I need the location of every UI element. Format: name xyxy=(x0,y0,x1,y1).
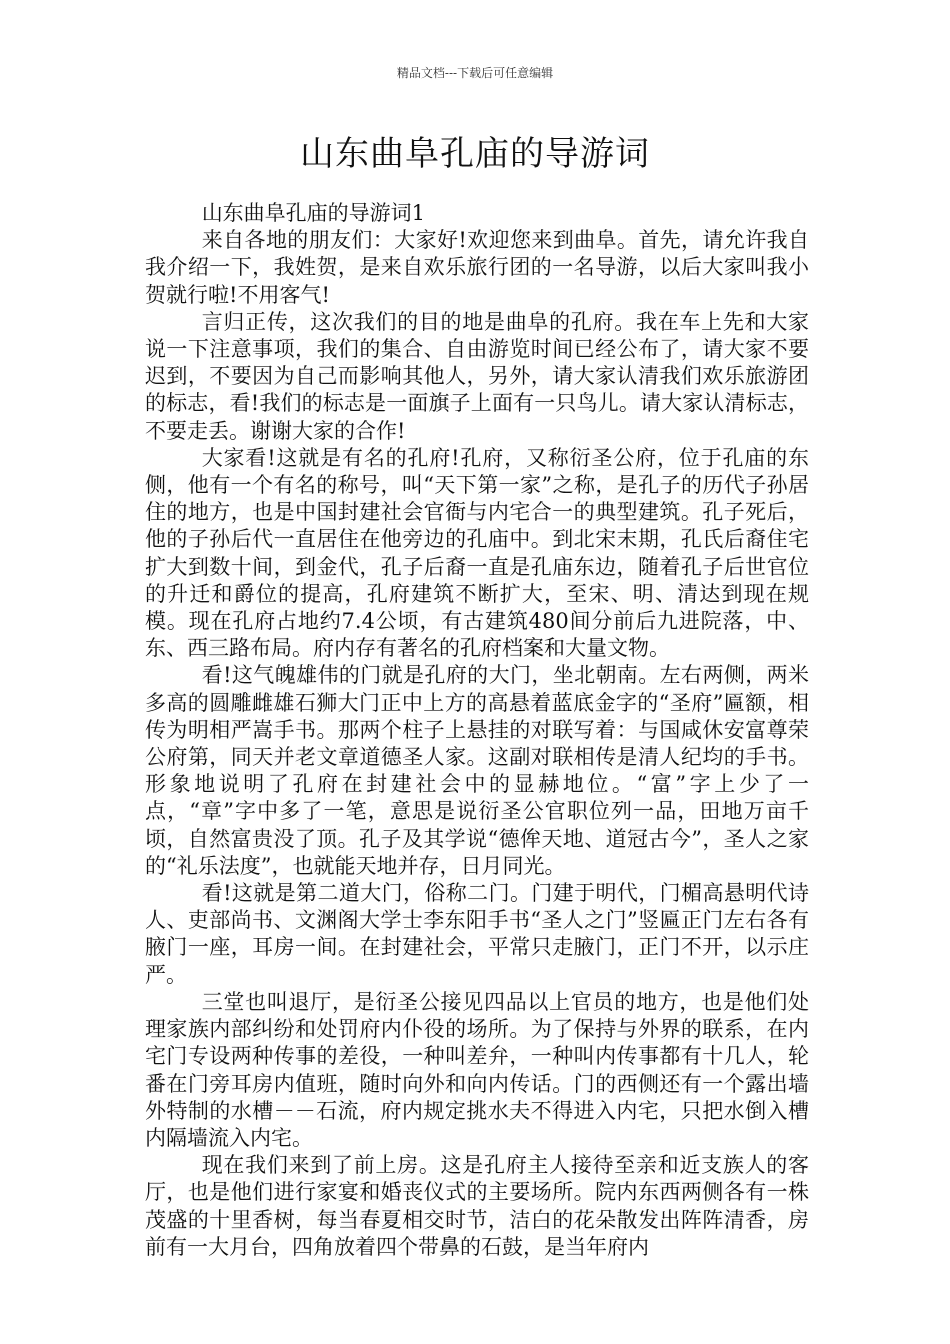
section-subtitle: 山东曲阜孔庙的导游词1 xyxy=(201,201,426,225)
document-title: 山东曲阜孔庙的导游词 xyxy=(300,134,650,174)
paragraph: 言归正传，这次我们的目的地是曲阜的孔府。我在车上先和大家说一下注意事项，我们的集合、自由游览时间已经公布了，请大家不要迟到，不要因为自己而影响其他人，另外，请大家认清我们欢乐旅游团的标志，看!我们的标志是一面旗子上面有一只鸟儿。请大家认清标志，不要走丢。谢谢大家的合作! xyxy=(145,309,809,443)
document-body xyxy=(145,200,809,1261)
header-note: 精品文档---下载后可任意编辑 xyxy=(396,66,554,80)
paragraph: 现在我们来到了前上房。这是孔府主人接待至亲和近支族人的客厅，也是他们进行家宴和婚丧仪式的主要场所。院内东西两侧各有一株茂盛的十里香树，每当春夏相交时节，洁白的花朵散发出阵阵清香，房前有一大月台，四角放着四个带鼻的石鼓，是当年府内 xyxy=(145,1153,809,1259)
paragraph: 来自各地的朋友们：大家好!欢迎您来到曲阜。首先，请允许我自我介绍一下，我姓贺，是来自欢乐旅行团的一名导游，以后大家叫我小贺就行啦!不用客气! xyxy=(145,228,809,307)
paragraph: 看!这气魄雄伟的门就是孔府的大门，坐北朝南。左右两侧，两米多高的圆雕雌雄石狮大门正中上方的高悬着蓝底金字的“圣府”匾额，相传为明相严嵩手书。那两个柱子上悬挂的对联写着：与国咸休安富尊荣公府第，同天并老文章道德圣人家。这副对联相传是清人纪均的手书。形象地说明了孔府在封建社会中的显赫地位。“富”字上少了一点，“章”字中多了一笔，意思是说衍圣公官职位列一品，田地万亩千顷，自然富贵没了顶。孔子及其学说“德侔天地、道冠古今”，圣人之家的“礼乐法度”，也就能天地并存，日月同光。 xyxy=(145,663,809,878)
paragraph: 大家看!这就是有名的孔府!孔府，又称衍圣公府，位于孔庙的东侧，他有一个有名的称号，叫“天下第一家”之称，是孔子的历代子孙居住的地方，也是中国封建社会官衙与内宅合一的典型建筑。孔子死后，他的子孙后代一直居住在他旁边的孔庙中。到北宋末期，孔氏后裔住宅扩大到数十间，到金代，孔子后裔一直是孔庙东边，随着孔子后世官位的升迁和爵位的提高，孔府建筑不断扩大，至宋、明、清达到现在规模。现在孔府占地约7.4公顷，有古建筑480间分前后九进院落，中、东、西三路布局。府内存有著名的孔府档案和大量文物。 xyxy=(145,445,809,661)
paragraph: 三堂也叫退厅，是衍圣公接见四品以上官员的地方，也是他们处理家族内部纠纷和处罚府内仆役的场所。为了保持与外界的联系，在内宅门专设两种传事的差役，一种叫差弁，一种叫内传事都有十几人，轮番在门旁耳房内值班，随时向外和向内传话。门的西侧还有一个露出墙外特制的水槽－－石流，府内规定挑水夫不得进入内宅，只把水倒入槽内隔墙流入内宅。 xyxy=(145,989,809,1150)
paragraph: 看!这就是第二道大门，俗称二门。门建于明代，门楣高悬明代诗人、吏部尚书、文渊阁大学士李东阳手书“圣人之门”竖匾正门左右各有腋门一座，耳房一间。在封建社会，平常只走腋门，正门不开，以示庄严。 xyxy=(145,881,809,987)
